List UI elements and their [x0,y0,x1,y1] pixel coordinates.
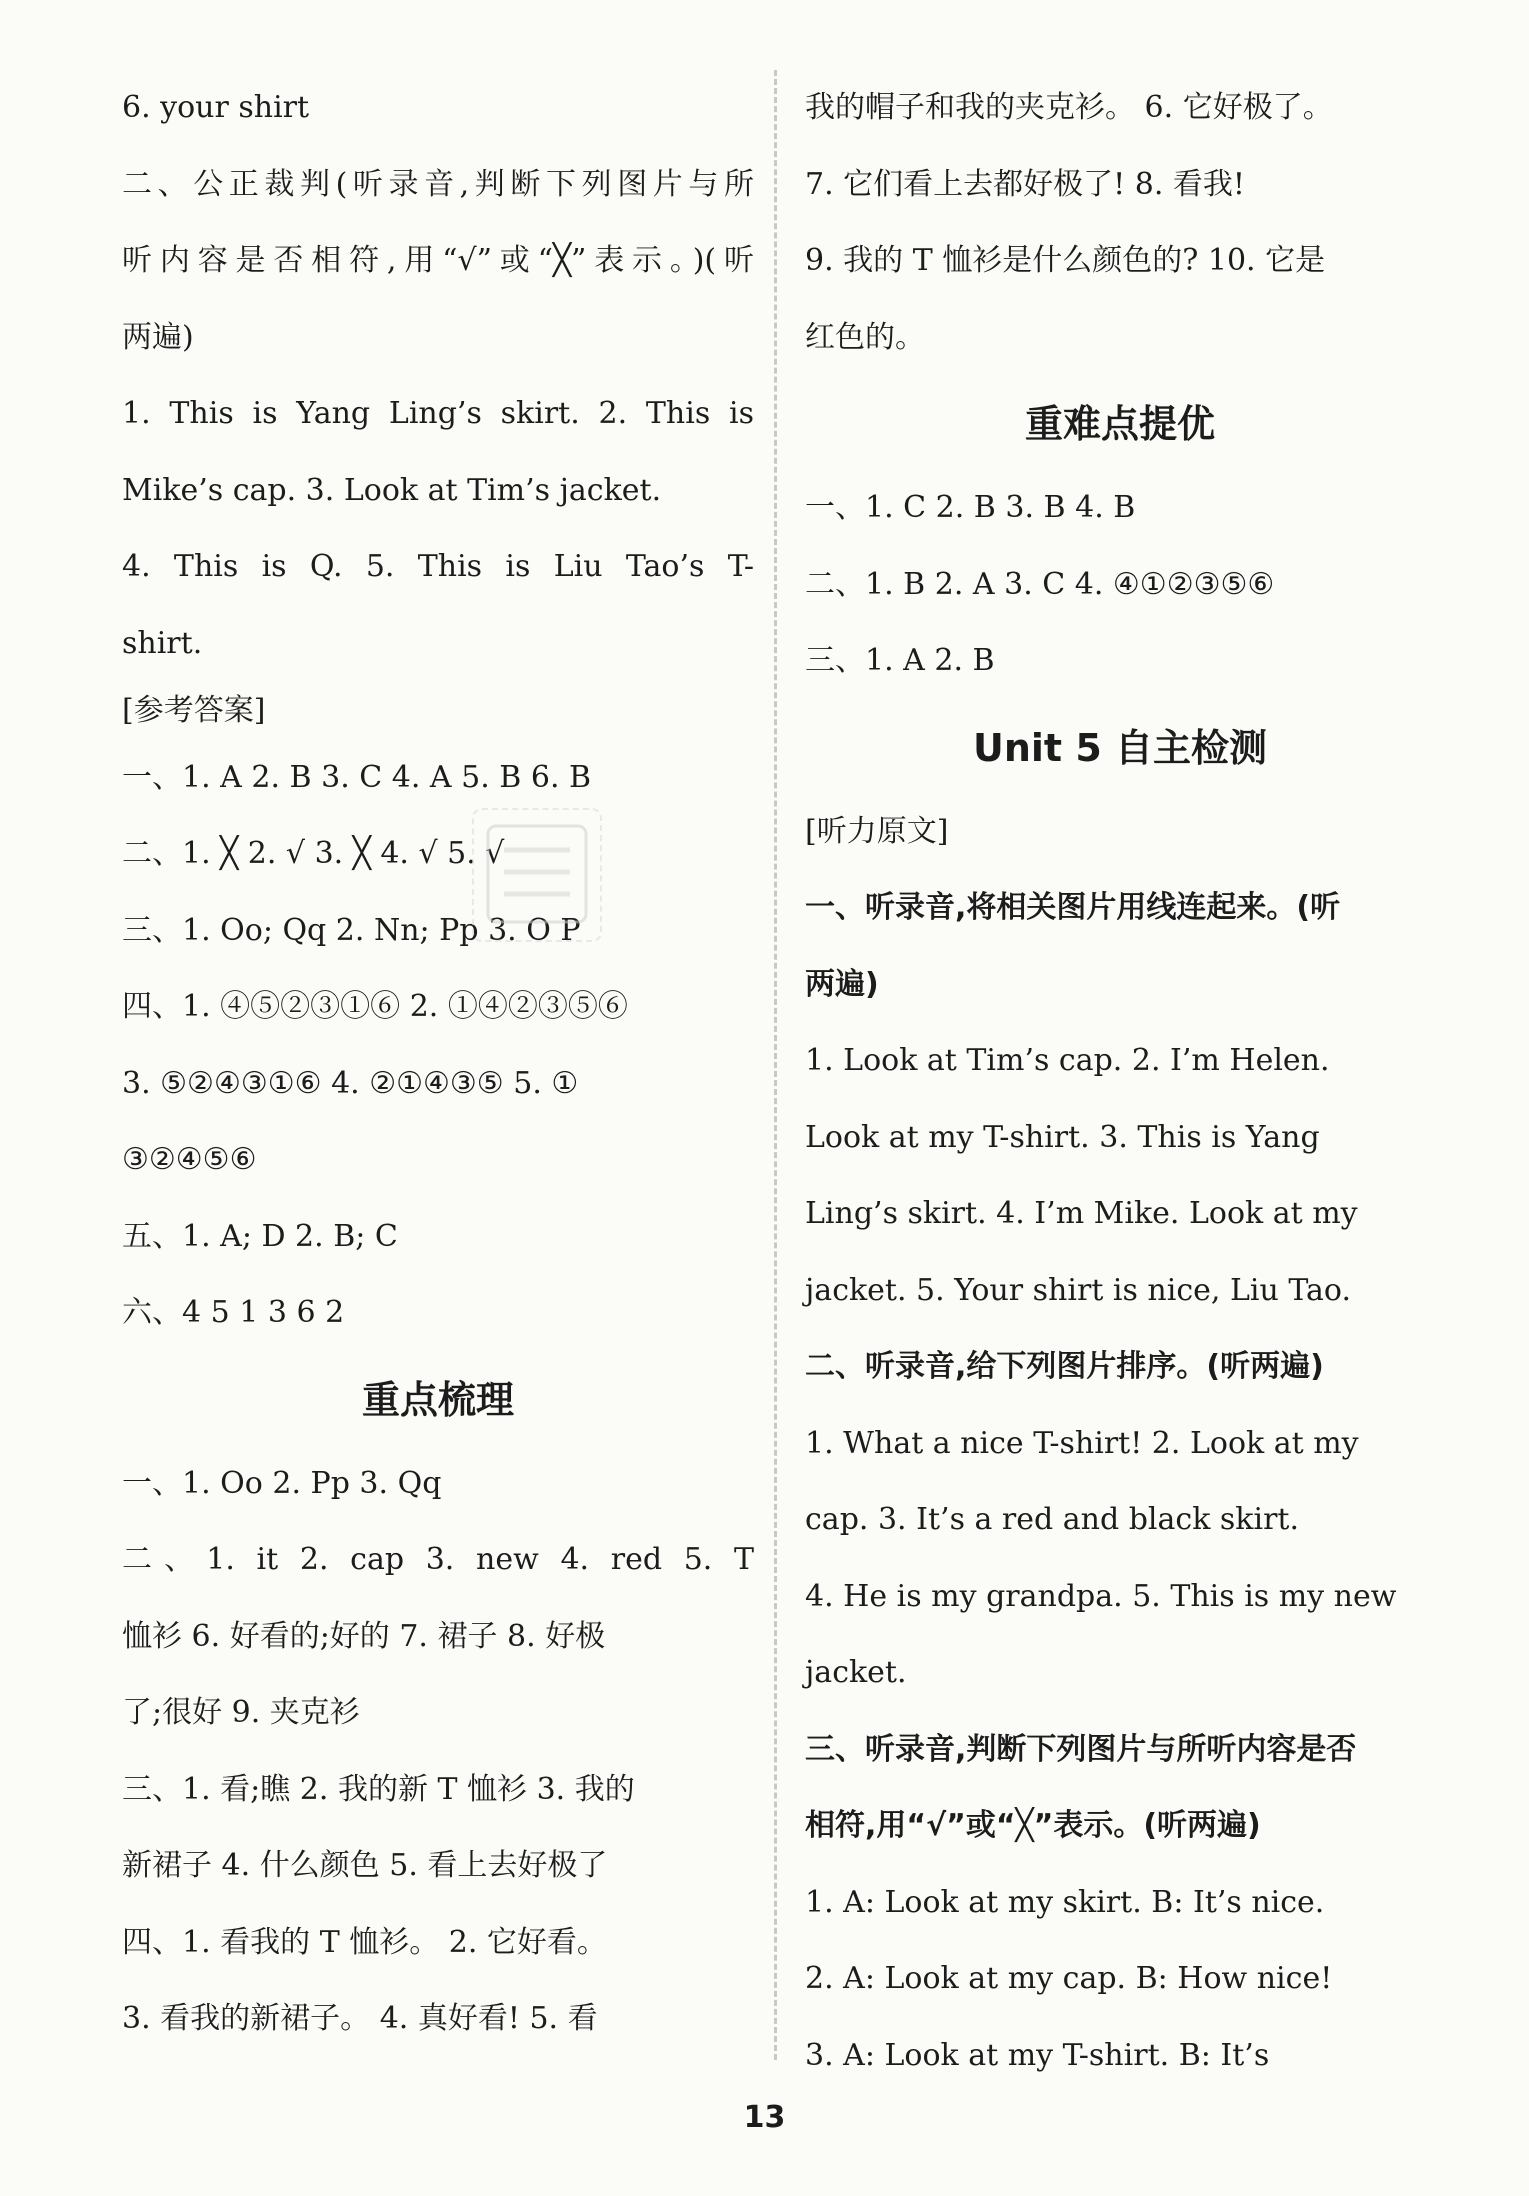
text-line: Mike’s cap. 3. Look at Tim’s jacket. [122,472,662,508]
left-column [122,88,754,2076]
answer-line: 我的帽子和我的夹克衫。 6. 它好极了。 [805,90,1333,125]
question-line: 相符,用“√”或“╳”表示。(听两遍) [805,1808,1261,1843]
text-line: 6. your shirt [122,90,310,125]
text-line: 2. A: Look at my cap. B: How nice! [805,1961,1333,1996]
text-line: 1. A: Look at my skirt. B: It’s nice. [805,1884,1325,1920]
answer-line: ③②④⑤⑥ [122,1142,257,1177]
section-heading: 重难点提优 [1024,402,1215,446]
answer-line: 六、4 5 1 3 6 2 [122,1295,345,1330]
text-line: jacket. [805,1655,907,1690]
text-line: 听内容是否相符,用“√”或“╳”表示。)(听 [122,243,754,278]
answer-line: 四、1. 看我的 T 恤衫。 2. 它好看。 [122,1924,607,1960]
text-line: [听力原文] [805,813,949,849]
answer-line: 一、1. A 2. B 3. C 4. A 5. B 6. B [122,759,592,795]
question-line: 二、听录音,给下列图片排序。(听两遍) [805,1349,1324,1384]
right-column [805,88,1435,2112]
answer-line: 三、1. 看;瞧 2. 我的新 T 恤衫 3. 我的 [122,1771,635,1807]
answer-line: 四、1. ④⑤②③①⑥ 2. ①④②③⑤⑥ [122,989,628,1024]
text-line: 4. He is my grandpa. 5. This is my new [805,1578,1397,1614]
question-line: 两遍) [805,966,879,1002]
text-line: Look at my T-shirt. 3. This is Yang [805,1119,1320,1155]
section-heading-line: 二、公正裁判(听录音,判断下列图片与所 [122,166,754,202]
answer-line: 红色的。 [805,319,925,355]
page-number: 13 [743,2100,786,2135]
text-line: 1. This is Yang Ling’s skirt. 2. This is [122,396,754,431]
answer-line: 二、1. it 2. cap 3. new 4. red 5. T [122,1542,754,1577]
question-line: 一、听录音,将相关图片用线连起来。(听 [805,890,1341,925]
answer-line: 7. 它们看上去都好极了! 8. 看我! [805,166,1245,202]
text-line: jacket. 5. Your shirt is nice, Liu Tao. [805,1272,1351,1308]
question-line: 三、听录音,判断下列图片与所听内容是否 [805,1731,1357,1767]
answer-line: 三、1. Oo; Qq 2. Nn; Pp 3. O P [122,912,581,948]
text-line: Ling’s skirt. 4. I’m Mike. Look at my [805,1196,1358,1231]
answer-line: 9. 我的 T 恤衫是什么颜色的? 10. 它是 [805,243,1326,278]
text-line: 两遍) [122,319,194,355]
text-line: 1. Look at Tim’s cap. 2. I’m Helen. [805,1043,1330,1078]
text-line: shirt. [122,625,203,661]
answer-line: 新裙子 4. 什么颜色 5. 看上去好极了 [122,1848,608,1883]
unit-heading: Unit 5 自主检测 [973,725,1267,770]
answer-line: 3. ⑤②④③①⑥ 4. ②①④③⑤ 5. ① [122,1065,579,1101]
answer-line: 恤衫 6. 好看的;好的 7. 裙子 8. 好极 [122,1618,606,1654]
text-line: 3. A: Look at my T-shirt. B: It’s [805,2037,1270,2073]
answer-line: 三、1. A 2. B [805,643,995,678]
answer-line: 一、1. Oo 2. Pp 3. Qq [122,1465,442,1501]
answer-line: 3. 看我的新裙子。 4. 真好看! 5. 看 [122,2001,598,2036]
answer-line: 了;很好 9. 夹克衫 [122,1695,360,1730]
answer-line: 一、1. C 2. B 3. B 4. B [805,490,1136,525]
answer-key-label: [参考答案] [122,692,266,728]
answer-line: 二、1. ╳ 2. √ 3. ╳ 4. √ 5. √ [122,836,505,871]
text-line: 4. This is Q. 5. This is Liu Tao’s T- [122,549,754,584]
text-line: 1. What a nice T-shirt! 2. Look at my [805,1425,1359,1461]
answer-line: 五、1. A; D 2. B; C [122,1218,398,1254]
answer-line: 二、1. B 2. A 3. C 4. ④①②③⑤⑥ [805,566,1275,602]
section-heading: 重点梳理 [361,1377,514,1422]
column-divider [774,70,777,2060]
text-line: cap. 3. It’s a red and black skirt. [805,1502,1300,1537]
watermark-stamp-icon [472,808,602,942]
